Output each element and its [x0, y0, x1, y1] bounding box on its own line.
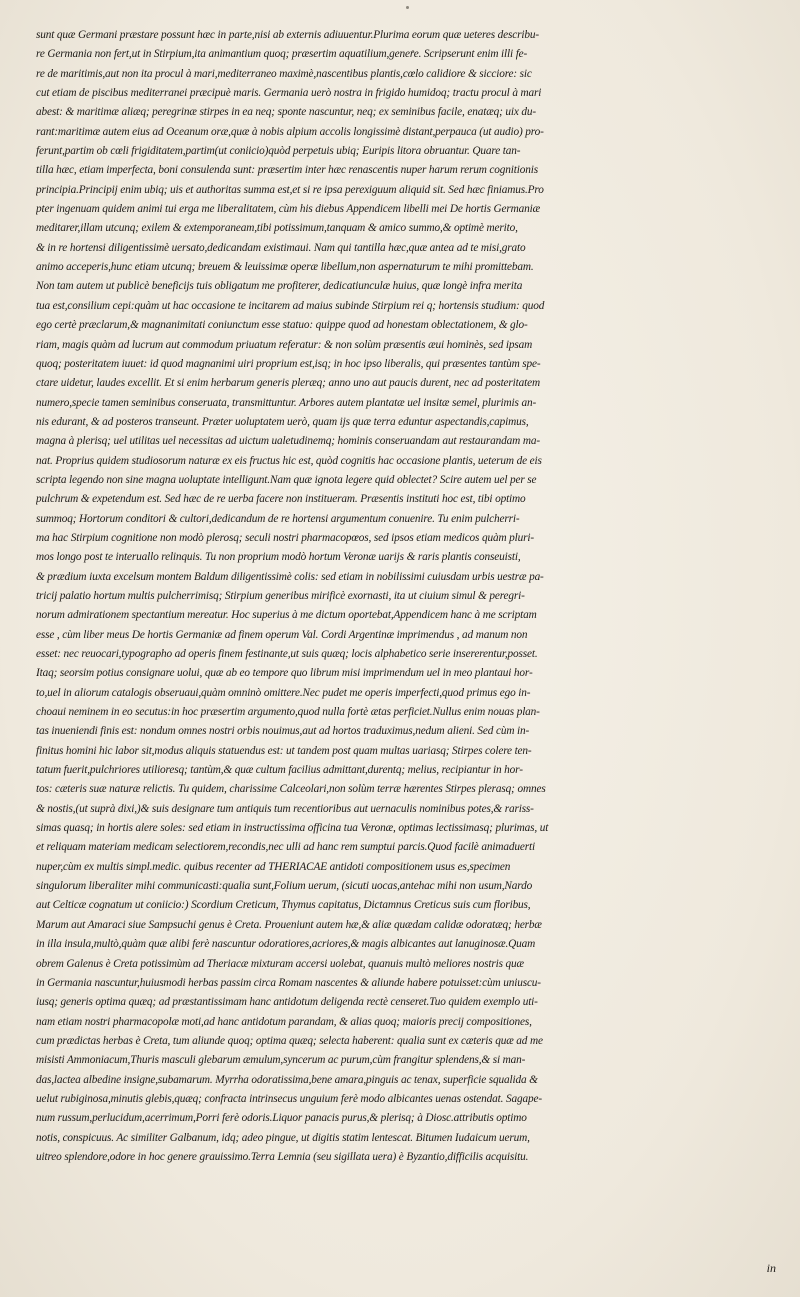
text-line: tos: cæteris suæ naturæ relictis. Tu quidem, charissime Calceolari,non solùm terræ hærentes Stirpes plerasq; omnes: [36, 783, 546, 796]
text-line: tilla hæc, etiam imperfecta, boni consulenda sunt: præsertim inter hæc renascentis nuper harum rerum cognitionis: [36, 164, 538, 177]
text-line: & prædium iuxta excelsum montem Baldum diligentissimè colis: sed etiam in nobilissimi cuiusdam urbis uestræ pa-: [36, 570, 544, 583]
text-line: re Germania non fert,ut in Stirpium,ita animantium quoq; præsertim aquatilium,genere. Scripserunt enim illi fe-: [36, 48, 528, 61]
text-line: num russum,perlucidum,acerrimum,Porri ferè odoris.Liquor panacis purus,& plerisq; à Diosc.attributis optimo: [36, 1112, 527, 1125]
text-line: simas quasq; in hortis alere soles: sed etiam in instructissima officina tua Veronæ, optimas lectissimasq; plurimas, ut: [36, 822, 549, 835]
body-text: [36, 26, 780, 1167]
text-line: pulchrum & expetendum est. Sed hæc de re uerba facere non institueram. Præsentis instituti hoc est, tibi optimo: [36, 493, 526, 506]
text-line: to,uel in aliorum catalogis obseruaui,quàm omninò omittere.Nec pudet me operis imperfecti,quod primus ego in-: [36, 686, 531, 699]
text-line: rant:maritimæ autem eius ad Oceanum oræ,quæ à nobis alpium accolis longissimè distant,perpauca (ut audio) pro-: [36, 125, 544, 138]
text-line: ego certè præclarum,& magnanimitati coniunctum esse statuo: quippe quod ad honestam oblectationem, & glo-: [36, 319, 528, 332]
text-line: cut etiam de piscibus mediterranei præcipuè maris. Germania uerò nostra in frigido humidoq; tractu procul à mari: [36, 87, 542, 100]
text-line: tricij palatio hortum multis pulcherrimisq; Stirpium generibus mirificè exornasti, ita ut ciuium simul & peregri-: [36, 589, 525, 602]
text-line: nuper,cùm ex multis simpl.medic. quibus recenter ad THERIACAE antidoti compositionem usus es,specimen: [36, 860, 511, 873]
text-line: in illa insula,multò,quàm quæ alibi ferè nascuntur odoratiores,acriores,& magis albicantes aut lanuginosæ.Quam: [36, 938, 536, 951]
text-line: cum prædictas herbas è Creta, tum aliunde quoq; optima quæq; selecta haberent: qualia sunt ex cæteris quæ ad me: [36, 1034, 543, 1047]
text-line: misisti Ammoniacum,Thuris masculi glebarum æmulum,syncerum ac purum,cùm frangitur splendens,& si man-: [36, 1054, 526, 1067]
ink-speck: [406, 6, 409, 9]
text-line: abest: & maritimæ aliæq; peregrinæ stirpes in ea neq; sponte nascuntur, neq; ex seminibus facile, enatæq; uix du-: [36, 106, 537, 119]
text-line: meditarer,illam utcunq; exilem & extemporaneam,tibi potissimum,tanquam & amico summo,& optimè merito,: [36, 222, 518, 235]
text-line: sunt quæ Germani præstare possunt hæc in parte,nisi ab externis adiuuentur.Plurima eorum quæ ueteres describu-: [36, 29, 539, 41]
text-line: principia.Principij enim ubiq; uis et authoritas summa est,et si re ipsa perexiguum aliquid sit. Sed hæc finiamus.Pro: [36, 183, 544, 196]
text-line: & nostis,(ut suprà dixi,)& suis designare tum antiquis tum recentioribus aut uernaculis nominibus potes,& rariss-: [36, 802, 534, 815]
text-line: uitreo splendore,odore in hoc genere grauissimo.Terra Lemnia (seu sigillata uera) è Byzantio,difficilis acquisitu.: [36, 1150, 529, 1163]
text-line: magna à plerisq; uel utilitas uel necessitas ad uictum ualetudinemq; hominis conseruandam aut restaurandam ma-: [36, 435, 540, 448]
text-line: ma hac Stirpium cognitione non modò plerosq; seculi nostri pharmacopœos, sed ipsos etiam medicos quàm pluri-: [36, 531, 534, 544]
text-line: mos longo post te interuallo relinquis. Tu non proprium modò hortum Veronæ uarijs & raris plantis conseuisti,: [36, 551, 521, 564]
text-line: notis, conspicuus. Ac similiter Galbanum, idq; adeo pingue, ut digitis statim lentescat. Bitumen Iudaicum uerum,: [36, 1131, 530, 1144]
text-line: tatum fuerit,pulchriores utilioresq; tantùm,& quæ cultum facilius admittant,durentq; melius, recipiantur in hor-: [36, 764, 523, 777]
text-line: esset: nec reuocari,typographo ad operis finem festinante,ut suis quæq; locis alphabetico serie insererentur,posset.: [36, 648, 538, 660]
text-line: singulorum liberaliter mihi communicasti:qualia sunt,Folium uerum, (sicuti uocas,antehac mihi non usum,Nardo: [36, 880, 533, 893]
text-line: pter ingenuam quidem animi tui erga me liberalitatem, cùm his diebus Appendicem libelli mei De hortis Germaniæ: [36, 203, 541, 216]
text-line: scripta legendo non sine magna uoluptate intelligunt.Nam quæ ignota legere quid oblectet? Scire autem uel per se: [36, 473, 537, 486]
text-line: nam etiam nostri pharmacopolæ moti,ad hanc antidotum parandam, & alias quoq; maioris precij compositiones,: [36, 1015, 532, 1028]
text-line: finitus homini hic labor sit,modus aliquis statuendus est: ut tandem post quam multas uariasq; Stirpes colere ten-: [36, 744, 532, 757]
text-line: ferunt,partim ob cœli frigiditatem,partim(ut coniicio)quòd perpetuis ubiq; Euripis litora obruantur. Quare tan-: [36, 145, 521, 158]
text-line: nat. Proprius quidem studiosorum naturæ ex eis fructus hic est, quòd cognitis hac occasione plantis, ueterum de eis: [36, 454, 542, 467]
text-line: numero,specie tamen seminibus conseruata, transmittuntur. Arbores autem plantatæ uel insitæ semel, plurimis an-: [36, 396, 537, 409]
text-line: in Germania nascuntur,huiusmodi herbas passim circa Romam nascentes & aliunde habere potuisset:cùm uniuscu-: [36, 976, 541, 989]
text-line: & in re hortensi diligentissimè uersato,dedicandam existimaui. Nam qui tantilla hæc,quæ antea ad te misi,grato: [36, 241, 526, 254]
text-line: iusq; generis optima quæq; ad præstantissimam hanc antidotum deligenda rectè censeret.Tuo quidem exemplo uti-: [36, 996, 538, 1009]
text-line: aut Celticæ cognatum ut coniicio:) Scordium Creticum, Thymus capitatus, Dictamnus Creticus suis cum floribus,: [36, 899, 531, 912]
text-line: et reliquam materiam medicam selectiorem,recondis,nec ulli ad hanc rem sumptui parcis.Quod facilè animaduerti: [36, 841, 535, 854]
text-line: choaui neminem in eo secutus:in hoc præsertim argumento,quod nulla fortè ætas perficiet.Nullus enim nouas plan-: [36, 706, 540, 719]
text-line: re de maritimis,aut non ita procul à mari,mediterraneo maximè,nascentibus plantis,cœlo calidiore & sicciore: sic: [36, 67, 532, 80]
text-line: quoq; posteritatem iuuet: id quod magnanimi uiri proprium est,isq; in hoc ipso liberalis, qui præsentes tantùm spe-: [36, 357, 541, 370]
text-line: Marum aut Amaraci siue Sampsuchi genus è Creta. Proueniunt autem hæ,& aliæ quædam calidæ odoratæq; herbæ: [36, 918, 542, 931]
text-line: obrem Galenus è Creta potissimùm ad Theriacæ mixturam accersi uolebat, quanuis multò meliores nostris quæ: [36, 957, 524, 970]
text-line: das,lactea albedine insigne,subamarum. Myrrha odoratissima,bene amara,pinguis ac tenax, superficie squalida &: [36, 1073, 538, 1086]
text-line: summoq; Hortorum conditori & cultori,dedicandum de re hortensi argumentum conuenire. Tu enim pulcherri-: [36, 512, 520, 525]
text-line: animo acceperis,hunc etiam utcunq; breuem & leuissimæ operæ libellum,non aspernaturum te mihi promittebam.: [36, 261, 534, 274]
text-line: Itaq; seorsim potius consignare uolui, quæ ab eo tempore quo librum misi imprimendum uel in meo plantaui hor-: [36, 667, 533, 680]
text-line: riam, magis quàm ad lucrum aut commodum priuatum referatur: & non solùm præsentis æui hominès, sed ipsam: [36, 338, 533, 351]
text-line: tas inueniendi finis est: nondum omnes nostri orbis nouimus,aut ad hortos traduximus,nedum alieni. Sed cùm in-: [36, 725, 530, 738]
text-line: ctare uidetur, laudes excellit. Et si enim herbarum generis pleræq; anno uno aut paucis durent, nec ad posteritatem: [36, 377, 541, 390]
text-line: uelut rubiginosa,minutis glebis,quæq; confracta intrinsecus unguium ferè modo albicantes uenas ostendat. Sagape-: [36, 1092, 542, 1105]
text-line: tua est,consilium cepi:quàm ut hac occasione te incitarem ad maius subinde Stirpium rei q; hortensis studium: quod: [36, 299, 545, 312]
text-line: norum admirationem spectantium mereatur. Hoc superius à me dictum oportebat,Appendicem hanc à me scriptam: [36, 609, 537, 622]
text-line: nis edurant, & ad posteros transeunt. Præter uoluptatem uerò, quam ijs quæ terra eduntur aspectandis,capimus,: [36, 415, 529, 428]
text-line: Non tam autem ut publicè beneficijs tuis obligatum me profiterer, dedicatiunculæ huius, quæ longè infra merita: [36, 280, 523, 293]
text-line: esse , cùm liber meus De hortis Germaniæ ad finem operum Val. Cordi Argentinæ imprimendus , ad manum non: [36, 628, 528, 641]
catchword: in: [766, 1261, 776, 1275]
